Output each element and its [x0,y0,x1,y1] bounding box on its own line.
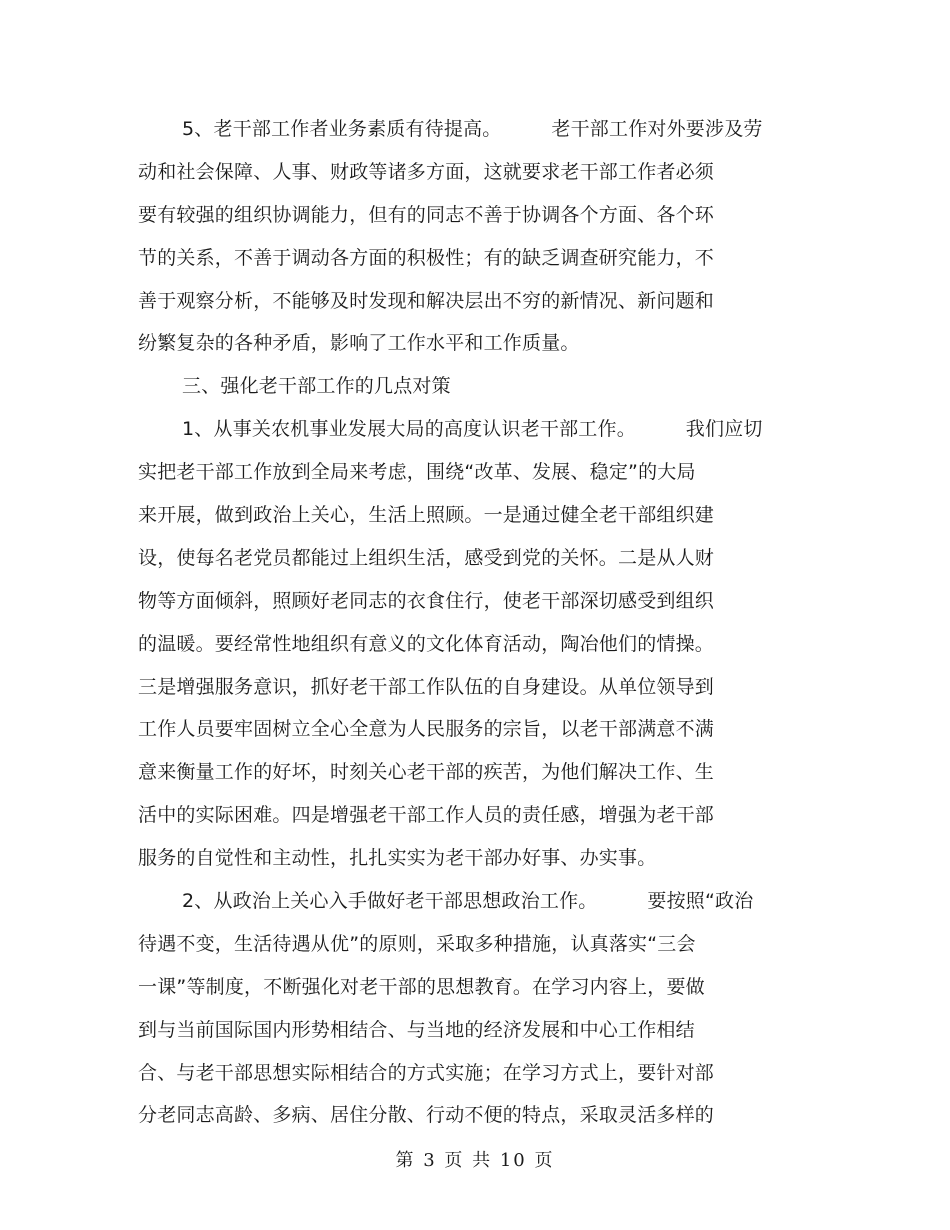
document-body [138,108,818,1137]
paragraph-line: 一课”等制度，不断强化对老干部的思想教育。在学习内容上，要做 [138,975,705,998]
paragraph-line: 动和社会保障、人事、财政等诸多方面，这就要求老干部工作者必须 [138,160,715,183]
paragraph-line: 5、老干部工作者业务素质有待提高。 老干部工作对外要涉及劳 [182,118,763,140]
paragraph-line: 到与当前国际国内形势相结合、与当地的经济发展和中心工作相结 [138,1018,695,1041]
paragraph-line: 活中的实际困难。四是增强老干部工作人员的责任感，增强为老干部 [138,804,715,827]
paragraph-line: 的温暖。要经常性地组织有意义的文化体育活动，陶冶他们的情操。 [138,632,715,655]
paragraph-line: 工作人员要牢固树立全心全意为人民服务的宗旨，以老干部满意不满 [138,718,715,741]
paragraph-line: 三是增强服务意识，抓好老干部工作队伍的自身建设。从单位领导到 [138,675,715,698]
paragraph-line: 2、从政治上关心入手做好老干部思想政治工作。 要按照“政治 [182,890,754,913]
paragraph-line: 节的关系，不善于调动各方面的积极性；有的缺乏调查研究能力，不 [138,246,715,269]
paragraph-line: 来开展，做到政治上关心，生活上照顾。一是通过健全老干部组织建 [138,504,715,527]
paragraph-line: 意来衡量工作的好坏，时刻关心老干部的疾苦，为他们解决工作、生 [138,761,715,784]
paragraph-line: 设，使每名老党员都能过上组织生活，感受到党的关怀。二是从人财 [138,546,715,569]
paragraph-line: 1、从事关农机事业发展大局的高度认识老干部工作。 我们应切 [182,418,763,441]
paragraph-line: 服务的自觉性和主动性，扎扎实实为老干部办好事、办实事。 [138,847,657,870]
paragraph-line: 实把老干部工作放到全局来考虑，围绕“改革、发展、稳定”的大局 [138,461,696,484]
paragraph-line: 待遇不变，生活待遇从优”的原则，采取多种措施，认真落实“三会 [138,932,696,955]
paragraph-line: 要有较强的组织协调能力，但有的同志不善于协调各个方面、各个环 [138,203,715,226]
paragraph-line: 善于观察分析，不能够及时发现和解决层出不穷的新情况、新问题和 [138,289,715,312]
page-number-footer: 第 3 页 共 10 页 [395,1150,555,1171]
paragraph-line: 物等方面倾斜，照顾好老同志的衣食住行，使老干部深切感受到组织 [138,589,715,612]
paragraph-line: 分老同志高龄、多病、居住分散、行动不便的特点，采取灵活多样的 [138,1104,715,1127]
paragraph-line: 纷繁复杂的各种矛盾，影响了工作水平和工作质量。 [138,332,580,355]
section-heading: 三、强化老干部工作的几点对策 [182,375,451,398]
paragraph-line: 合、与老干部思想实际相结合的方式实施；在学习方式上，要针对部 [138,1061,715,1084]
